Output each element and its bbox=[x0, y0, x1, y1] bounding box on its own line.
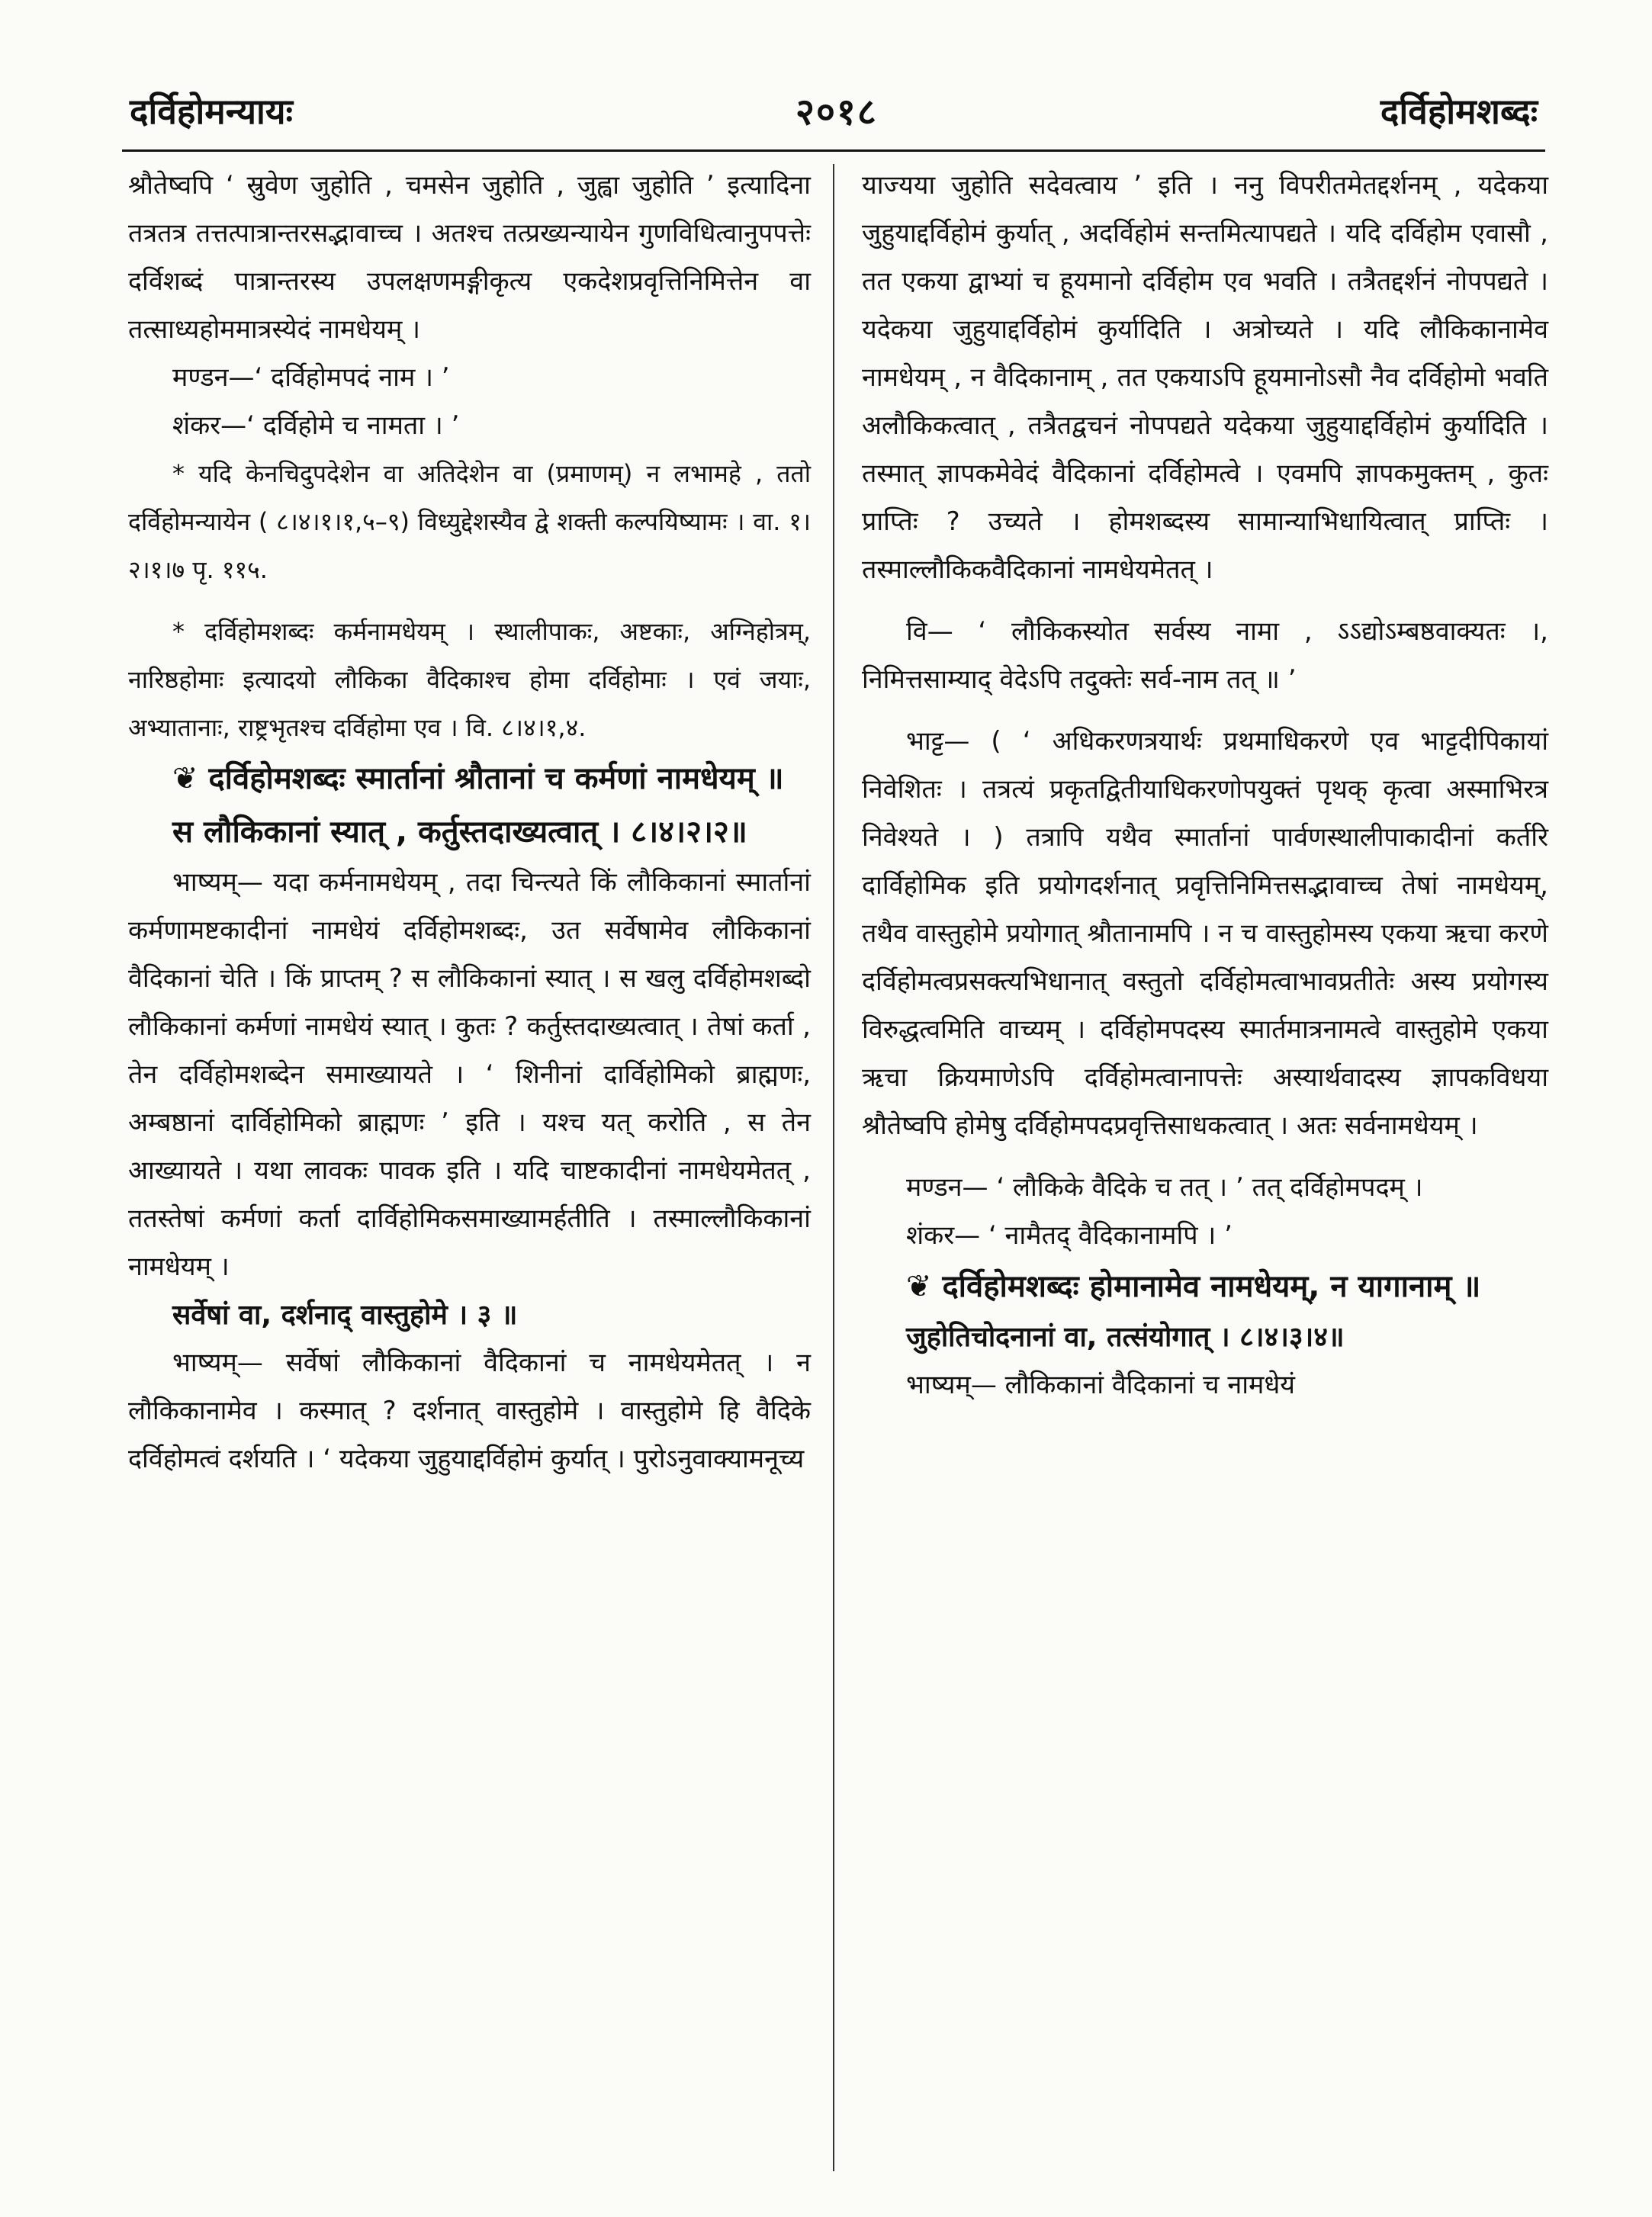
page-number: २०१८ bbox=[795, 90, 878, 133]
left-column bbox=[128, 162, 811, 1483]
paragraph: * यदि केनचिदुपदेशेन वा अतिदेशेन वा (प्रमाणम्) न लभामहे , ततो दर्विहोमन्यायेन ( ८।४।१।१,५–९) विध्युद्देशस्यैव द्वे शक्ती कल्पयिष्यामः । वा. १।२।१।७ पृ. ११५. bbox=[128, 459, 811, 584]
paragraph: भाष्यम्— यदा कर्मनामधेयम् , तदा चिन्त्यते किं लौकिकानां स्मार्तानां कर्मणामष्टकादीनां नामधेयं दर्विहोमशब्दः, उत सर्वेषामेव लौकिकानां वैदिकानां चेति । किं प्राप्तम् ? स लौकिकानां स्यात् । स खलु दर्विहोमशब्दो लौकिकानां कर्मणां नामधेयं स्यात् । कुतः ? कर्तुस्तदाख्यत्वात् । तेषां कर्ता , तेन दर्विहोमशब्देन समाख्यायते । ‘ शिनीनां दार्विहोमिको ब्राह्मणः, अम्बष्ठानां दार्विहोमिको ब्राह्मणः ’ इति । यश्च यत् करोति , स तेन आख्यायते । यथा लावकः पावक इति । यदि चाष्टकादीनां नामधेयमेतत् , ततस्तेषां कर्मणां कर्ता दार्विहोमिकसमाख्यामर्हतीति । तस्माल्लौकिकानां नामधेयम् । bbox=[128, 867, 811, 1282]
paragraph: भाष्यम्— सर्वेषां लौकिकानां वैदिकानां च नामधेयमेतत् । न लौकिकानामेव । कस्मात् ? दर्शनात् वास्तुहोमे । वास्तुहोमे हि वैदिके दर्विहोमत्वं दर्शयति । ‘ यदेकया जुहुयाद्दर्विहोमं कुर्यात् । पुरोऽनुवाक्यामनूच्य bbox=[128, 1348, 811, 1474]
header-right-title: दर्विहोमशब्दः bbox=[1380, 91, 1538, 132]
paragraph: मण्डन— ‘ लौकिके वैदिके च तत् । ’ तत् दर्विहोमपदम् । bbox=[906, 1172, 1423, 1203]
right-column bbox=[862, 162, 1548, 1409]
paragraph: * दर्विहोमशब्दः कर्मनामधेयम् । स्थालीपाकः, अष्टकाः, अग्निहोत्रम्, नारिष्ठहोमाः इत्यादयो लौकिका वैदिकाश्च होमा दर्विहोमाः । एवं जयाः, अभ्यातानाः, राष्ट्रभृतश्च दर्विहोमा एव । वि. ८।४।१,४. bbox=[128, 617, 811, 742]
section-heading: ❦ दर्विहोमशब्दः होमानामेव नामधेयम्, न यागानाम् ॥ bbox=[906, 1269, 1481, 1304]
header-left-title: दर्विहोमन्यायः bbox=[130, 91, 293, 132]
paragraph: याज्यया जुहोति सदेवत्वाय ’ इति । ननु विपरीतमेतद्दर्शनम् , यदेकया जुहुयाद्दर्विहोमं कुर्यात् , अदर्विहोमं सन्तमित्यापद्यते । यदि दर्विहोम एवासौ , तत एकया द्वाभ्यां च हूयमानो दर्विहोम एव भवति । तत्रैतद्दर्शनं नोपपद्यते । यदेकया जुहुयाद्दर्विहोमं कुर्यादिति । अत्रोच्यते । यदि लौकिकानामेव नामधेयम् , न वैदिकानाम् , तत एकयाऽपि हूयमानोऽसौ नैव दर्विहोमो भवति अलौकिकत्वात् , तत्रैतद्वचनं नोपपद्यते यदेकया जुहुयाद्दर्विहोमं कुर्यादिति । तस्मात् ज्ञापकमेवेदं वैदिकानां दर्विहोमत्वे । एवमपि ज्ञापकमुक्तम् , कुतः प्राप्तिः ? उच्यते । होमशब्दस्य सामान्याभिधायित्वात् प्राप्तिः । तस्माल्लौकिकवैदिकानां नामधेयमेतत् । bbox=[862, 170, 1548, 585]
section-heading: ❦ दर्विहोमशब्दः स्मार्तानां श्रौतानां च कर्मणां नामधेयम् ॥ bbox=[172, 761, 784, 796]
paragraph: शंकर— ‘ नामैतद् वैदिकानामपि । ’ bbox=[906, 1220, 1233, 1251]
paragraph: भाष्यम्— लौकिकानां वैदिकानां च नामधेयं bbox=[906, 1370, 1296, 1400]
column-divider bbox=[833, 164, 834, 2171]
sutra: जुहोतिचोदनानां वा, तत्संयोगात् । ८।४।३।४॥ bbox=[906, 1322, 1345, 1353]
paragraph: मण्डन—‘ दर्विहोमपदं नाम । ’ bbox=[172, 362, 450, 393]
sutra: स लौकिकानां स्यात् , कर्तुस्तदाख्यत्वात् । ८।४।२।२॥ bbox=[172, 815, 747, 850]
paragraph: श्रौतेष्वपि ‘ स्रुवेण जुहोति , चमसेन जुहोति , जुह्वा जुहोति ’ इत्यादिना तत्रतत्र तत्तत्पात्रान्तरसद्भावाच्च । अतश्च तत्प्रख्यन्यायेन गुणविधित्वानुपपत्तेः दर्विशब्दं पात्रान्तरस्य उपलक्षणमङ्गीकृत्य एकदेशप्रवृत्तिनिमित्तेन वा तत्साध्यहोममात्रस्येदं नामधेयम् । bbox=[128, 170, 811, 345]
paragraph: शंकर—‘ दर्विहोमे च नामता । ’ bbox=[172, 410, 460, 441]
header-rule bbox=[122, 149, 1545, 152]
paragraph: वि— ‘ लौकिकस्योत सर्वस्य नामा , ऽऽद्योऽम्बष्ठवाक्यतः ।, निमित्तसाम्याद् वेदेऽपि तदुक्तेः सर्व-नाम तत् ॥ ’ bbox=[862, 616, 1548, 695]
page-header bbox=[130, 76, 1538, 145]
paragraph: भाट्ट— ( ‘ अधिकरणत्रयार्थः प्रथमाधिकरणे एव भाट्टदीपिकायां निवेशितः । तत्रत्यं प्रकृतद्वितीयाधिकरणोपयुक्तं पृथक् कृत्वा अस्माभिरत्र निवेश्यते । ) तत्रापि यथैव स्मार्तानां पार्वणस्थालीपाकादीनां कर्तरि दार्विहोमिक इति प्रयोगदर्शनात् प्रवृत्तिनिमित्तसद्भावाच्च तेषां नामधेयम्, तथैव वास्तुहोमे प्रयोगात् श्रौतानामपि । न च वास्तुहोमस्य एकया ऋचा करणे दर्विहोमत्वप्रसक्त्यभिधानात् वस्तुतो दर्विहोमत्वाभावप्रतीतेः अस्य प्रयोगस्य विरुद्धत्वमिति वाच्यम् । दर्विहोमपदस्य स्मार्तमात्रनामत्वे वास्तुहोमे एकया ऋचा क्रियमाणेऽपि दर्विहोमत्वानापत्तेः अस्यार्थवादस्य ज्ञापकविधया श्रौतेष्वपि होमेषु दर्विहोमपदप्रवृत्तिसाधकत्वात् । अतः सर्वनामधेयम् । bbox=[862, 726, 1548, 1141]
sutra: सर्वेषां वा, दर्शनाद् वास्तुहोमे । ३ ॥ bbox=[172, 1300, 518, 1331]
